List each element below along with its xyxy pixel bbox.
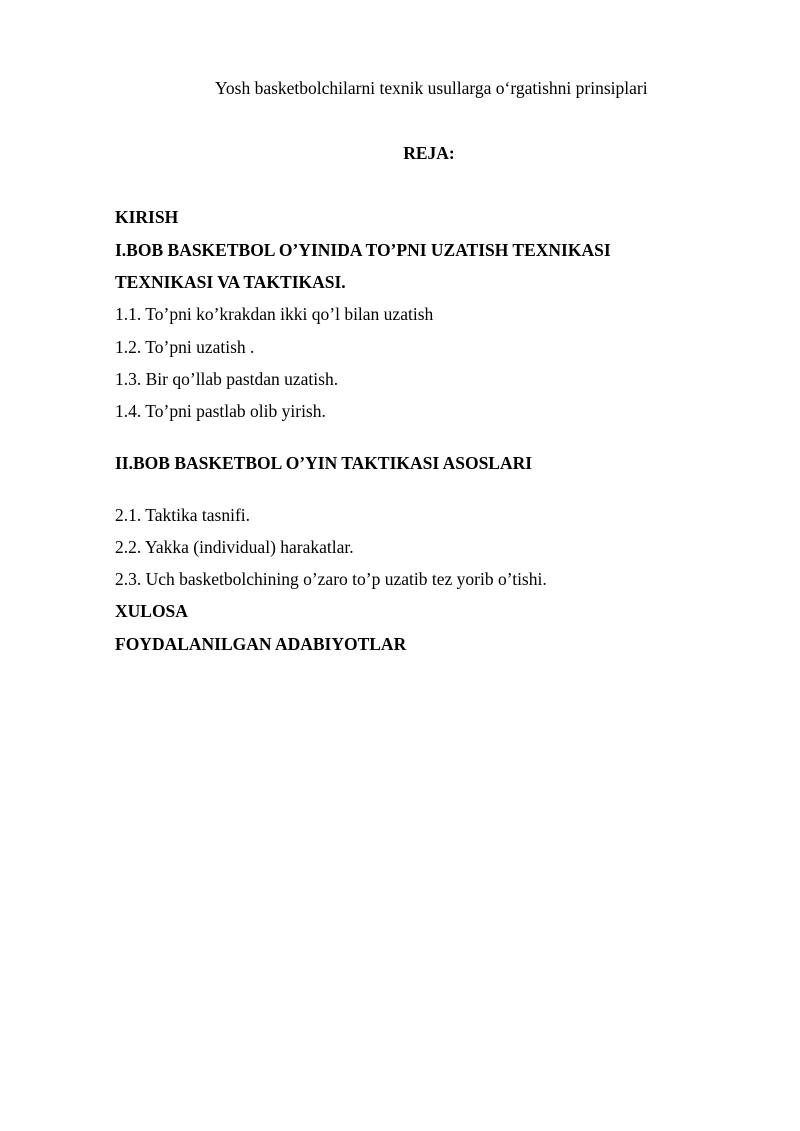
toc-section-2-2: 2.2. Yakka (individual) harakatlar. <box>115 537 354 557</box>
document-title: Yosh basketbolchilarni texnik usullarga o‘rgatishni prinsiplari <box>215 78 648 98</box>
toc-section-1-2: 1.2. To’pni uzatish . <box>115 337 255 357</box>
toc-section-1-4: 1.4. To’pni pastlab olib yirish. <box>115 401 326 421</box>
toc-section-1-1: 1.1. To’pni ko’krakdan ikki qo’l bilan uzatish <box>115 304 434 324</box>
toc-introduction: KIRISH <box>115 207 179 227</box>
toc-conclusion: XULOSA <box>115 601 188 621</box>
plan-heading: REJA: <box>403 143 455 163</box>
toc-references: FOYDALANILGAN ADABIYOTLAR <box>115 634 407 654</box>
toc-section-2-1: 2.1. Taktika tasnifi. <box>115 505 251 525</box>
toc-section-1-3: 1.3. Bir qo’llab pastdan uzatish. <box>115 369 339 389</box>
toc-chapter-1-title: I.BOB BASKETBOL O’YINIDA TO’PNI UZATISH TEXNIKASI <box>115 240 611 260</box>
toc-chapter-2-title: II.BOB BASKETBOL O’YIN TAKTIKASI ASOSLARI <box>115 453 533 473</box>
toc-section-2-3: 2.3. Uch basketbolchining o’zaro to’p uzatib tez yorib o’tishi. <box>115 569 547 589</box>
toc-chapter-1-title-continued: TEXNIKASI VA TAKTIKASI. <box>115 272 346 292</box>
